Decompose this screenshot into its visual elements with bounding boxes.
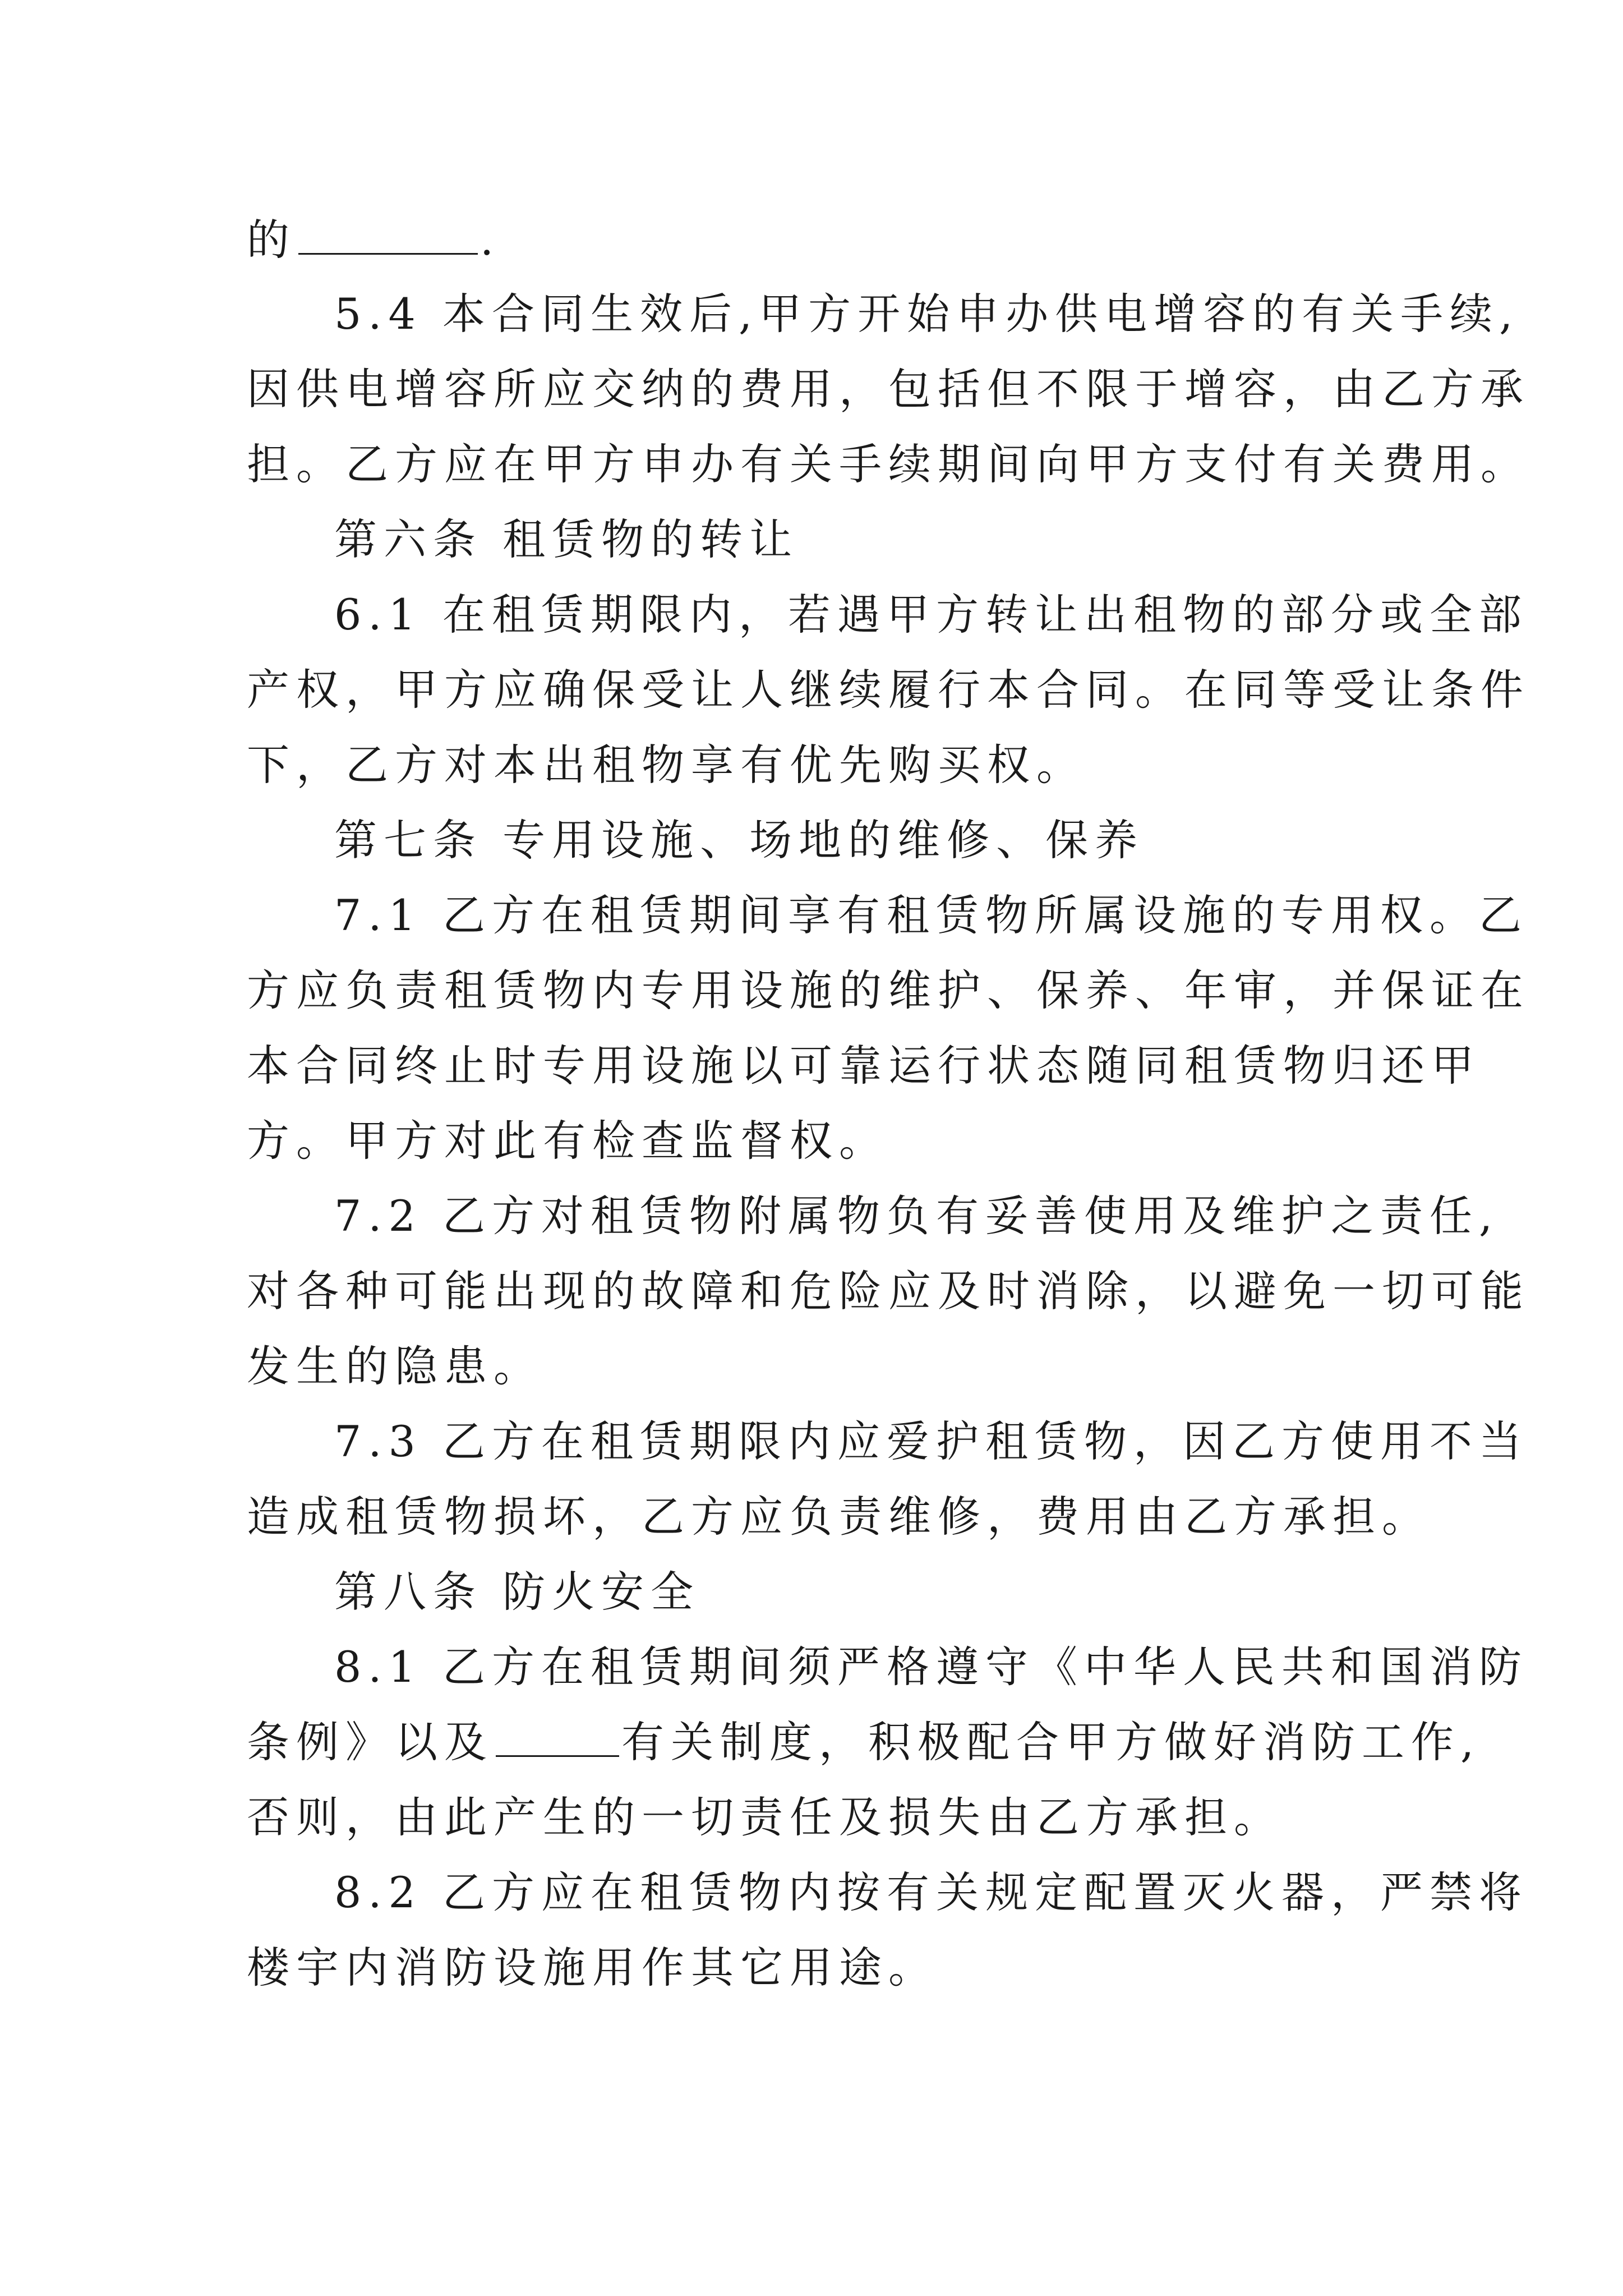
clause-8-1-line-3: 否则，由此产生的一切责任及损失由乙方承担。 bbox=[247, 1792, 1283, 1842]
clause-8-1-line-1: 8.1 乙方在租赁期间须严格遵守《中华人民共和国消防 bbox=[334, 1642, 1529, 1692]
clause-5-4-line-2: 因供电增容所应交纳的费用，包括但不限于增容，由乙方承 bbox=[247, 364, 1530, 414]
clause-7-1-line-2: 方应负责租赁物内专用设施的维护、保养、年审，并保证在 bbox=[247, 965, 1530, 1015]
clause-8-2-line-2: 楼宇内消防设施用作其它用途。 bbox=[247, 1943, 938, 1993]
clause-5-4-line-1: 5.4 本合同生效后,甲方开始申办供电增容的有关手续, bbox=[334, 289, 1520, 339]
clause-7-2-line-1: 7.2 乙方对租赁物附属物负有妥善使用及维护之责任, bbox=[334, 1191, 1500, 1241]
clause-8-1-line-2-end: 有关制度，积极配合甲方做好消防工作, bbox=[621, 1717, 1481, 1767]
clause-6-1-line-1: 6.1 在租赁期限内，若遇甲方转让出租物的部分或全部 bbox=[334, 590, 1529, 639]
clause-8-1-line-2-start: 条例》以及 bbox=[247, 1717, 494, 1767]
clause-7-1-line-1: 7.1 乙方在租赁期间享有租赁物所属设施的专用权。乙 bbox=[334, 890, 1529, 940]
intro-text: 的 bbox=[247, 215, 296, 265]
clause-5-4-line-3: 担。乙方应在甲方申办有关手续期间向甲方支付有关费用。 bbox=[247, 439, 1530, 489]
clause-7-1-line-3: 本合同终止时专用设施以可靠运行状态随同租赁物归还甲 bbox=[247, 1041, 1481, 1091]
fill-in-blank bbox=[298, 219, 478, 255]
article-7-heading: 第七条 专用设施、场地的维修、保养 bbox=[334, 815, 1145, 865]
fill-in-blank bbox=[496, 1722, 619, 1757]
clause-7-3-line-2: 造成租赁物损坏，乙方应负责维修，费用由乙方承担。 bbox=[247, 1492, 1431, 1542]
clause-7-2-line-3: 发生的隐患。 bbox=[247, 1341, 543, 1391]
clause-8-2-line-1: 8.2 乙方应在租赁物内按有关规定配置灭火器，严禁将 bbox=[334, 1867, 1529, 1917]
article-6-heading: 第六条 租赁物的转让 bbox=[334, 514, 799, 564]
clause-7-3-line-1: 7.3 乙方在租赁期限内应爱护租赁物，因乙方使用不当 bbox=[334, 1416, 1529, 1466]
intro-period: . bbox=[480, 215, 501, 265]
intro-line bbox=[247, 212, 500, 268]
article-8-heading: 第八条 防火安全 bbox=[334, 1567, 700, 1617]
clause-6-1-line-3: 下，乙方对本出租物享有优先购买权。 bbox=[247, 740, 1086, 790]
clause-6-1-line-2: 产权，甲方应确保受让人继续履行本合同。在同等受让条件 bbox=[247, 665, 1530, 715]
clause-7-1-line-4: 方。甲方对此有检查监督权。 bbox=[247, 1116, 888, 1166]
clause-8-1-line-2 bbox=[247, 1714, 1481, 1770]
clause-7-2-line-2: 对各种可能出现的故障和危险应及时消除，以避免一切可能 bbox=[247, 1266, 1530, 1316]
